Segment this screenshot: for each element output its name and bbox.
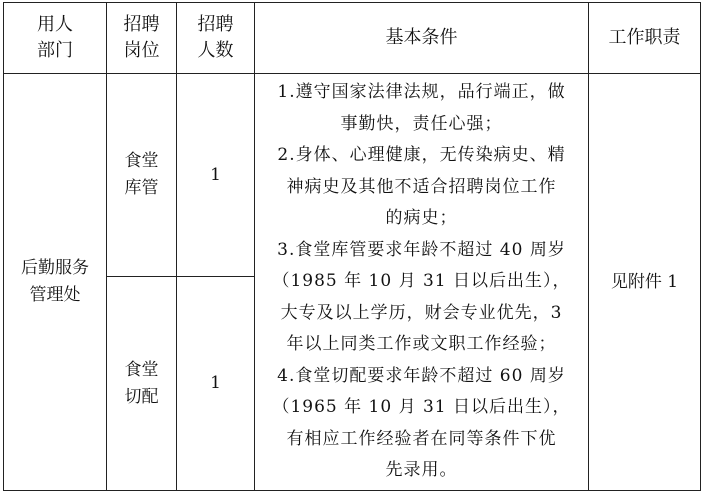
requirement-line: （1965 年 10 月 31 日以后出生）， <box>272 397 571 418</box>
requirement-line: 年以上同类工作或文职工作经验； <box>286 334 557 355</box>
requirement-line: 3.食堂库管要求年龄不超过 40 周岁 <box>277 239 566 260</box>
recruitment-table <box>3 2 701 491</box>
header-position: 招聘 岗位 <box>107 3 177 74</box>
header-duties: 工作职责 <box>589 3 701 74</box>
department-cell: 后勤服务 管理处 <box>4 74 107 491</box>
requirement-line: 1.遵守国家法律法规，品行端正，做 <box>277 82 566 103</box>
requirement-line: 有相应工作经验者在同等条件下优 <box>286 428 557 449</box>
header-count: 招聘 人数 <box>177 3 255 74</box>
duties-cell: 见附件 1 <box>589 74 701 491</box>
requirement-line: 的病史； <box>385 208 458 229</box>
requirement-line: 大专及以上学历，财会专业优先，3 <box>280 302 563 323</box>
position-name-cell: 食堂 切配 <box>107 277 177 491</box>
requirement-line: 事勤快，责任心强； <box>340 113 503 134</box>
requirement-line: 2.身体、心理健康，无传染病史、精 <box>277 145 566 166</box>
requirement-line: （1985 年 10 月 31 日以后出生）， <box>272 271 571 292</box>
requirements-cell <box>255 74 589 491</box>
position-count-cell: 1 <box>177 277 255 491</box>
position-count-cell: 1 <box>177 74 255 277</box>
header-row <box>4 3 701 74</box>
requirement-line: 神病史及其他不适合招聘岗位工作 <box>286 176 557 197</box>
header-requirements: 基本条件 <box>255 3 589 74</box>
position-name-cell: 食堂 库管 <box>107 74 177 277</box>
requirement-line: 先录用。 <box>385 460 458 481</box>
requirement-line: 4.食堂切配要求年龄不超过 60 周岁 <box>277 365 566 386</box>
table-row <box>4 74 701 277</box>
header-department: 用人 部门 <box>4 3 107 74</box>
